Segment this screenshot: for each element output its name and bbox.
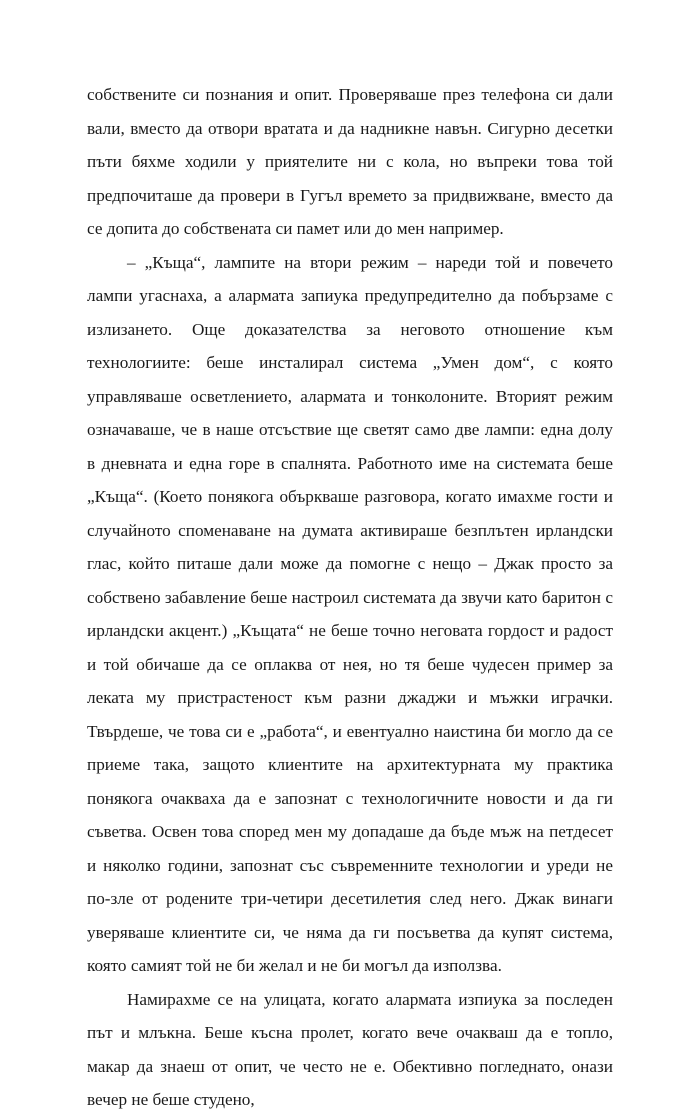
paragraph-continuation: собствените си познания и опит. Проверяваше през телефона си дали вали, вместо да отвори вратата и да надникне навън. Сигурно десетки пъти бяхме ходили у приятелите ни с кола, но въпреки това той предпочиташе да провери в Гугъл времето за придвижване, вместо да се допита до собствената си памет или до мен например.	[87, 85, 613, 238]
body-text	[87, 78, 613, 1117]
paragraph-kashta-dialogue: – „Къща“, лампите на втори режим – нареди той и повечето лампи угаснаха, а алармата запиука предупредително да побързаме с излизането. Още доказателства за неговото отношение към технологиите: беше инсталирал система „Умен дом“, с която управляваше осветлението, алармата и тонколоните. Вторият режим означаваше, че в наше отсъствие ще светят само две лампи: една долу в дневната и една горе в спалнята. Работното име на системата беше „Къща“. (Което понякога объркваше разговора, когато имахме гости и случайното споменаване на думата активираше безплътен ирландски глас, който питаше дали може да помогне с нещо – Джак просто за собствено забавление беше настроил системата да звучи като баритон с ирландски акцент.) „Къщата“ не беше точно неговата гордост и радост и той обичаше да се оплаква от нея, но тя беше чудесен пример за леката му пристрастеност към разни джаджи и мъжки играчки. Твърдеше, че това си е „работа“, и евентуално наистина би могло да се приеме така, защото клиентите на архитектурната му практика понякога очакваха да е запознат с технологичните новости и да ги съветва. Освен това според мен му допадаше да бъде мъж на петдесет и няколко години, запознат със съвременните технологии и уреди не по-зле от родените три-четири десетилетия след него. Джак винаги уверяваше клиентите си, че няма да ги посъветва да купят система, която самият той не би желал и не би могъл да използва.	[87, 252, 613, 975]
paragraph-street: Намирахме се на улицата, когато алармата изпиука за последен път и млъкна. Беше късна пролет, когато вече очакваш да е топло, макар да знаеш от опит, че често не е. Обективно погледнато, онази вечер не беше студено,	[87, 989, 613, 1109]
